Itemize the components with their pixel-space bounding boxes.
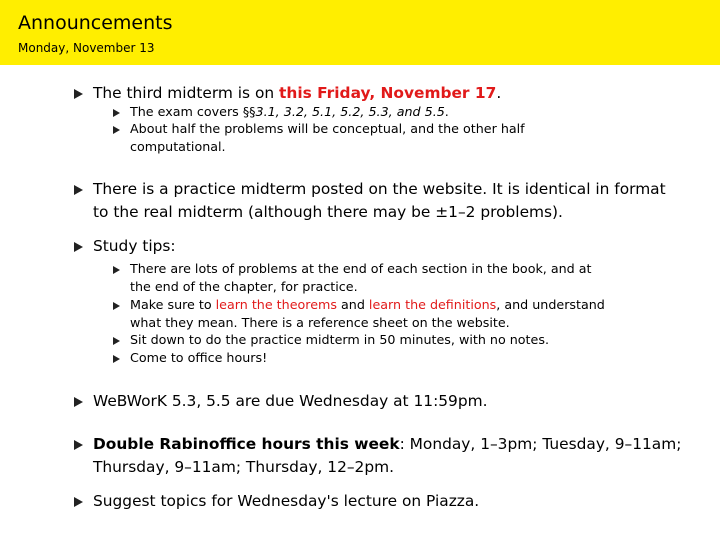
item-text: : Monday, 1–3pm; Tuesday, 9–11am;	[399, 435, 682, 453]
announcement-midterm	[93, 82, 683, 105]
announcement-practice-midterm	[93, 178, 683, 224]
sub-bullet-icon	[113, 302, 120, 310]
sub-bullet-icon	[113, 126, 120, 134]
sub-item-timed-practice	[130, 331, 680, 349]
announcement-office-hours	[93, 433, 683, 479]
sub-item-theorems-definitions	[130, 296, 680, 331]
section-symbol: §§	[242, 104, 256, 119]
learn-definitions-highlight: learn the definitions	[368, 297, 497, 312]
learn-theorems-highlight: learn the theorems	[215, 297, 337, 312]
announcement-piazza	[93, 490, 683, 513]
sub-bullet-icon	[113, 266, 120, 274]
announcement-webwork	[93, 390, 683, 413]
sub-item-text: Come to office hours!	[130, 350, 268, 365]
announcement-study-tips	[93, 235, 683, 258]
item-text: There is a practice midterm posted on the website. It is identical in format	[93, 180, 666, 198]
sub-item-practice-problems	[130, 260, 680, 295]
header-bar	[0, 0, 720, 65]
bullet-icon	[74, 397, 83, 407]
item-text: Suggest topics for Wednesday's lecture on Piazza.	[93, 492, 480, 510]
sub-bullet-icon	[113, 337, 120, 345]
sub-item-exam-coverage	[130, 103, 680, 121]
office-hours-heading: Double Rabinoffice hours this week	[93, 435, 400, 453]
item-text: to the real midterm (although there may be ±1–2 problems).	[93, 203, 563, 221]
bullet-icon	[74, 185, 83, 195]
sub-item-text: Sit down to do the practice midterm in 50 minutes, with no notes.	[130, 332, 549, 347]
sub-item-text: computational.	[130, 138, 226, 154]
item-text: The third midterm is on	[93, 84, 280, 102]
sub-item-text: the end of the chapter, for practice.	[130, 278, 358, 294]
sub-bullet-icon	[113, 355, 120, 363]
sub-item-text: Make sure to	[130, 297, 216, 312]
sub-item-text: , and understand	[496, 297, 605, 312]
sub-item-text: and	[336, 297, 369, 312]
bullet-icon	[74, 89, 83, 99]
item-text: WeBWorK 5.3, 5.5 are due Wednesday at 11:59pm.	[93, 392, 488, 410]
item-text: Study tips:	[93, 237, 176, 255]
sub-item-text: what they mean. There is a reference sheet on the website.	[130, 314, 510, 330]
item-text: Thursday, 9–11am; Thursday, 12–2pm.	[93, 458, 394, 476]
sub-item-text: The exam covers	[130, 104, 243, 119]
page-title: Announcements	[18, 12, 173, 34]
sub-bullet-icon	[113, 109, 120, 117]
item-text: .	[496, 84, 502, 102]
sub-item-text: There are lots of problems at the end of each section in the book, and at	[130, 261, 592, 276]
page-subtitle: Monday, November 13	[18, 41, 155, 55]
sub-item-office-hours	[130, 349, 680, 367]
sub-item-text: About half the problems will be conceptual, and the other half	[130, 121, 525, 136]
sub-item-problem-mix	[130, 120, 680, 155]
exam-sections: 3.1, 3.2, 5.1, 5.2, 5.3, and 5.5	[255, 104, 445, 119]
bullet-icon	[74, 242, 83, 252]
bullet-icon	[74, 440, 83, 450]
sub-item-text: .	[444, 104, 449, 119]
bullet-icon	[74, 497, 83, 507]
midterm-date: this Friday, November 17	[279, 84, 497, 102]
